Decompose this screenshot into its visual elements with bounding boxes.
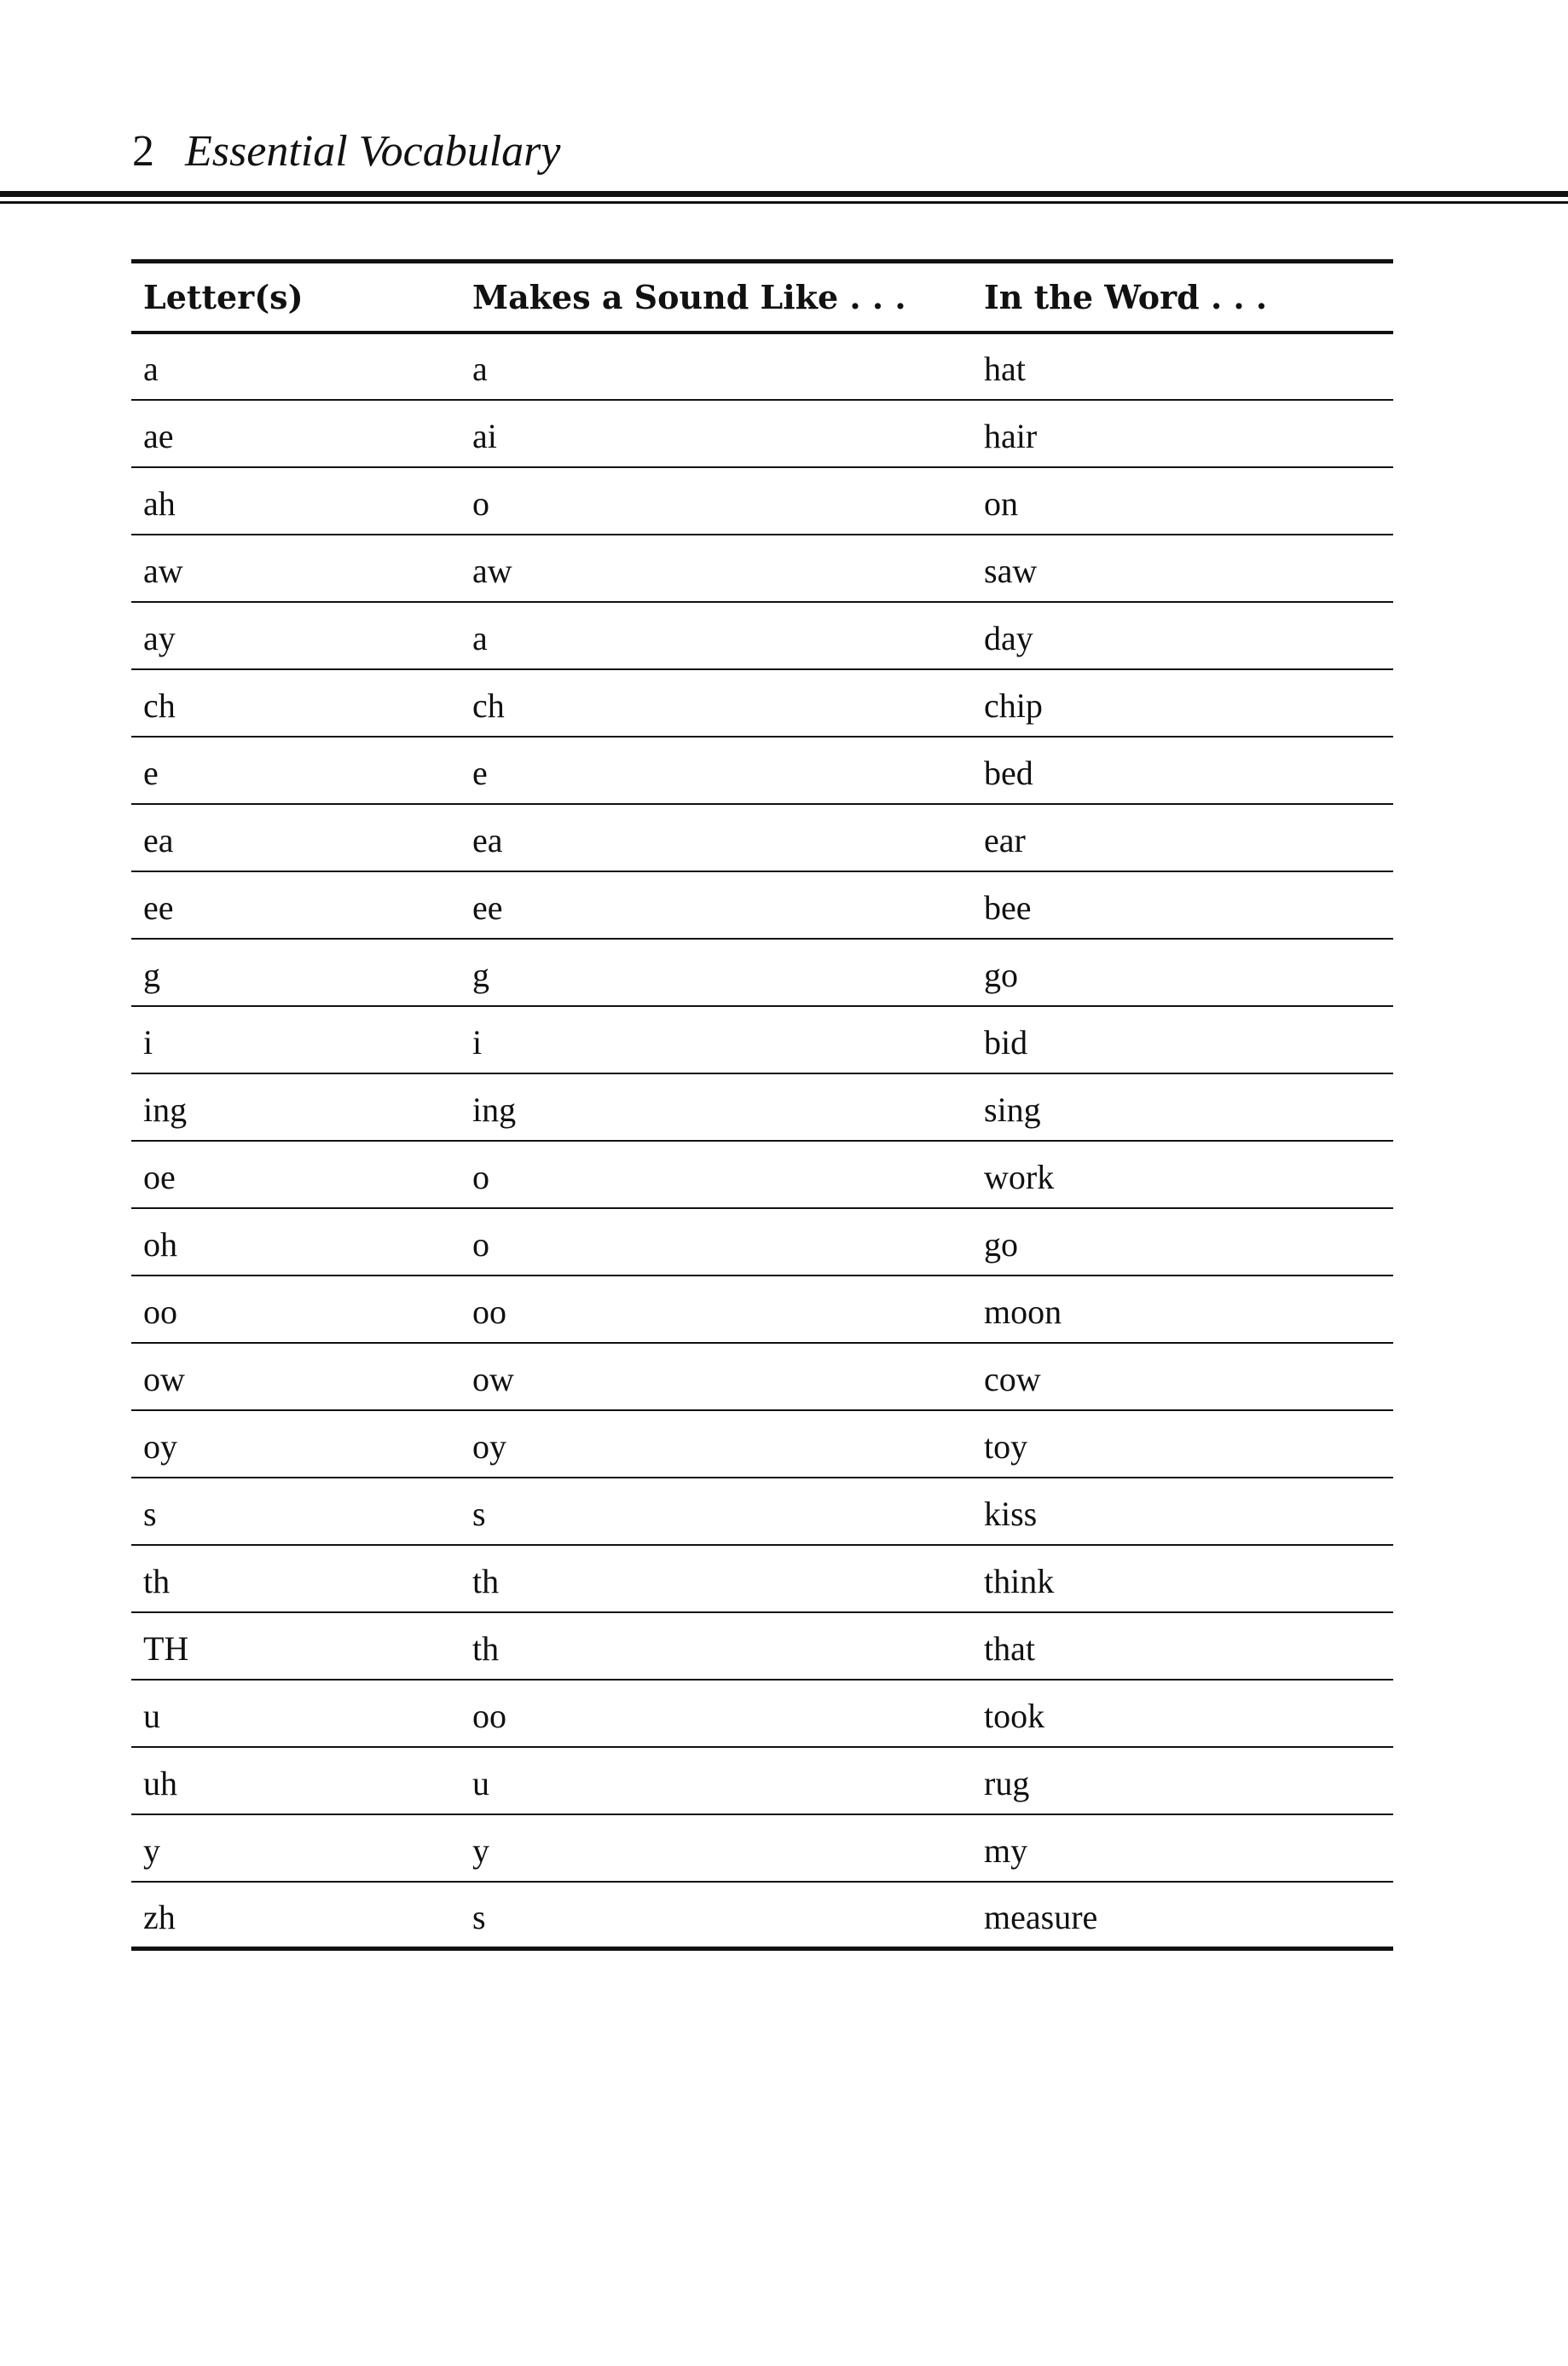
- word-cell: rug: [972, 1747, 1393, 1814]
- sound-cell: y: [460, 1814, 972, 1882]
- sound-cell: oy: [460, 1410, 972, 1478]
- sound-cell: o: [460, 467, 972, 535]
- table-row: [131, 467, 1393, 535]
- word-cell: ear: [972, 804, 1393, 871]
- word-cell: hat: [972, 333, 1393, 400]
- word-cell: bee: [972, 871, 1393, 939]
- letters-cell: a: [131, 333, 460, 400]
- word-cell: work: [972, 1141, 1393, 1208]
- table-row: [131, 602, 1393, 669]
- word-cell: chip: [972, 669, 1393, 737]
- sound-cell: s: [460, 1478, 972, 1545]
- letters-cell: oh: [131, 1208, 460, 1276]
- sound-cell: a: [460, 602, 972, 669]
- word-cell: on: [972, 467, 1393, 535]
- sound-cell: i: [460, 1006, 972, 1073]
- word-cell: think: [972, 1545, 1393, 1612]
- word-cell: that: [972, 1612, 1393, 1680]
- letters-cell: g: [131, 939, 460, 1006]
- table-row: [131, 1073, 1393, 1141]
- sound-cell: th: [460, 1612, 972, 1680]
- table-row: [131, 1208, 1393, 1276]
- table-body: [131, 333, 1393, 1949]
- word-cell: bid: [972, 1006, 1393, 1073]
- word-cell: go: [972, 1208, 1393, 1276]
- letters-cell: zh: [131, 1882, 460, 1949]
- table-row: [131, 939, 1393, 1006]
- letters-cell: uh: [131, 1747, 460, 1814]
- header-rule-thin: [0, 201, 1568, 204]
- letters-cell: ae: [131, 400, 460, 467]
- sound-cell: g: [460, 939, 972, 1006]
- table-row: [131, 1141, 1393, 1208]
- letters-cell: ee: [131, 871, 460, 939]
- page-number: 2: [132, 127, 154, 176]
- table-row: [131, 804, 1393, 871]
- column-header-letters: Letter(s): [131, 262, 460, 333]
- letters-cell: e: [131, 737, 460, 804]
- word-cell: my: [972, 1814, 1393, 1882]
- word-cell: measure: [972, 1882, 1393, 1949]
- word-cell: saw: [972, 535, 1393, 602]
- sound-cell: e: [460, 737, 972, 804]
- column-header-sound: Makes a Sound Like . . .: [460, 262, 972, 333]
- sound-cell: ee: [460, 871, 972, 939]
- table-header: [131, 262, 1393, 333]
- sound-cell: oo: [460, 1276, 972, 1343]
- word-cell: toy: [972, 1410, 1393, 1478]
- letters-cell: aw: [131, 535, 460, 602]
- column-header-word: In the Word . . .: [972, 262, 1393, 333]
- letters-cell: ing: [131, 1073, 460, 1141]
- table-row: [131, 1276, 1393, 1343]
- sound-cell: th: [460, 1545, 972, 1612]
- pronunciation-table-grid: [131, 259, 1393, 1951]
- word-cell: hair: [972, 400, 1393, 467]
- sound-cell: ing: [460, 1073, 972, 1141]
- word-cell: day: [972, 602, 1393, 669]
- table-row: [131, 669, 1393, 737]
- running-head: [132, 126, 561, 194]
- word-cell: moon: [972, 1276, 1393, 1343]
- letters-cell: th: [131, 1545, 460, 1612]
- letters-cell: ch: [131, 669, 460, 737]
- sound-cell: s: [460, 1882, 972, 1949]
- letters-cell: ay: [131, 602, 460, 669]
- table-row: [131, 1006, 1393, 1073]
- letters-cell: y: [131, 1814, 460, 1882]
- letters-cell: oe: [131, 1141, 460, 1208]
- table-row: [131, 1747, 1393, 1814]
- sound-cell: a: [460, 333, 972, 400]
- letters-cell: i: [131, 1006, 460, 1073]
- pronunciation-table: [131, 259, 1393, 1951]
- table-row: [131, 535, 1393, 602]
- sound-cell: oo: [460, 1680, 972, 1747]
- sound-cell: ch: [460, 669, 972, 737]
- sound-cell: aw: [460, 535, 972, 602]
- word-cell: go: [972, 939, 1393, 1006]
- letters-cell: ow: [131, 1343, 460, 1410]
- letters-cell: u: [131, 1680, 460, 1747]
- book-title: Essential Vocabulary: [185, 127, 561, 176]
- letters-cell: ah: [131, 467, 460, 535]
- letters-cell: oo: [131, 1276, 460, 1343]
- sound-cell: o: [460, 1208, 972, 1276]
- letters-cell: ea: [131, 804, 460, 871]
- table-row: [131, 737, 1393, 804]
- word-cell: bed: [972, 737, 1393, 804]
- sound-cell: ai: [460, 400, 972, 467]
- table-row: [131, 1680, 1393, 1747]
- header-rule-thick: [0, 191, 1568, 197]
- table-row: [131, 400, 1393, 467]
- table-row: [131, 871, 1393, 939]
- table-header-row: [131, 262, 1393, 333]
- word-cell: took: [972, 1680, 1393, 1747]
- sound-cell: u: [460, 1747, 972, 1814]
- table-row: [131, 1882, 1393, 1949]
- table-row: [131, 1410, 1393, 1478]
- letters-cell: s: [131, 1478, 460, 1545]
- word-cell: sing: [972, 1073, 1393, 1141]
- table-row: [131, 333, 1393, 400]
- table-row: [131, 1612, 1393, 1680]
- letters-cell: oy: [131, 1410, 460, 1478]
- word-cell: kiss: [972, 1478, 1393, 1545]
- table-row: [131, 1343, 1393, 1410]
- sound-cell: ea: [460, 804, 972, 871]
- word-cell: cow: [972, 1343, 1393, 1410]
- table-row: [131, 1814, 1393, 1882]
- table-row: [131, 1478, 1393, 1545]
- table-row: [131, 1545, 1393, 1612]
- sound-cell: ow: [460, 1343, 972, 1410]
- sound-cell: o: [460, 1141, 972, 1208]
- letters-cell: TH: [131, 1612, 460, 1680]
